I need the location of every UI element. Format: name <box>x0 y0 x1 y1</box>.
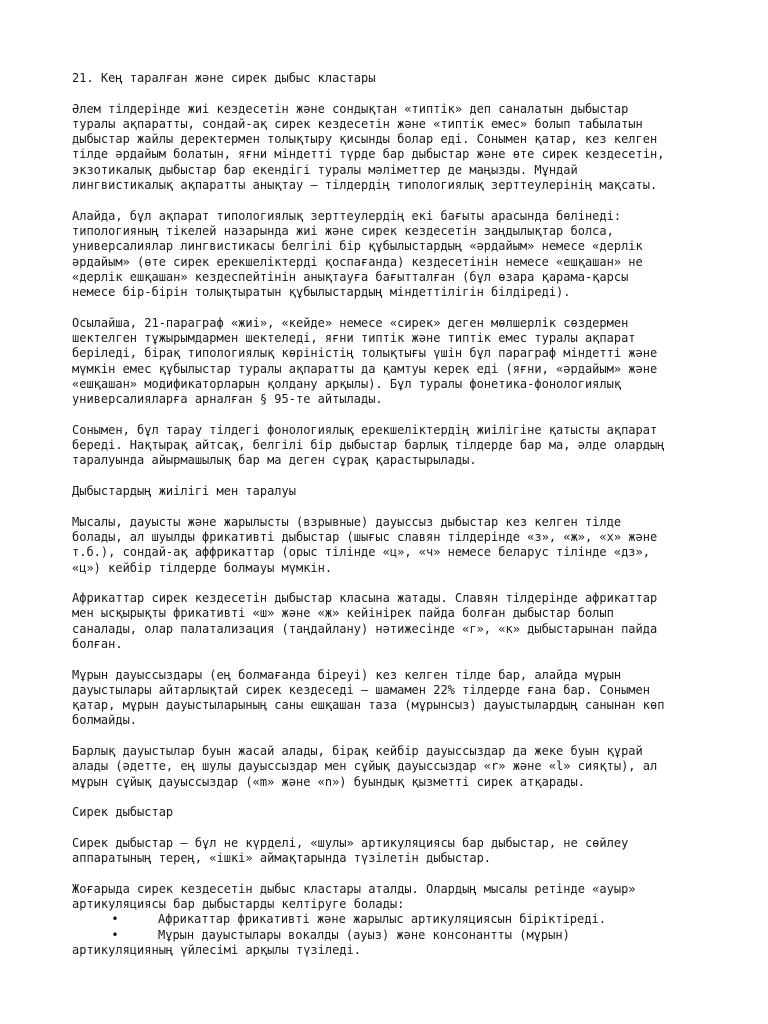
list-item-text: Африкаттар фрикативті және жарылыс артикуляциясын біріктіреді. <box>158 912 606 927</box>
bullet-list <box>72 912 702 958</box>
paragraph: Мысалы, дауысты және жарылысты (взрывные) дауыссыз дыбыстар кез келген тілде болады, ал шуылды фрикативті дыбыстар (шығыс славян тілдерінде «з», «ж», «х» және т.б.), сондай-ақ аффрикаттар (орыс тілінде «ц», «ч» немесе беларус тілінде «дз», «ц») кейбір тілдерде болмауы мүмкін. <box>72 514 658 575</box>
paragraph: Мұрын дауыссыздары (ең болмағанда біреуі) кез келген тілде бар, алайда мұрын дауыстылары айтарлықтай сирек кездеседі – шамамен 22% тілдерде ғана бар. Сонымен қатар, мұрын дауыстыларының саны ешқашан таза (мұрынсыз) дауыстылардың санынан көп болмайды. <box>72 667 665 728</box>
list-intro: Жоғарыда сирек кездесетін дыбыс кластары аталды. Олардың мысалы ретінде «ауыр» артикуляциясы бар дыбыстарды келтіруге болады: <box>72 881 636 912</box>
subheading-rare-sounds: Сирек дыбыстар <box>72 805 174 820</box>
list-item <box>72 928 702 959</box>
paragraph: Алайда, бұл ақпарат типологиялық зерттеулердің екі бағыты арасында бөлінеді: типологияның тікелей назарында жиі және сирек кездесетін заңдылықтар болса, универсалиялар лингвистикасы белгілі бір құбылыстардың «әрдайым» немесе «дерлік әрдайым» (өте сирек ерекшеліктерді қоспағанда) кездесетінін немесе «ешқашан» не «дерлік ешқашан» кездеспейтінін анықтауға бағытталған (бұл өзара қарама-қарсы немесе бір-бірін толықтыратын құбылыстардың міндеттілігін білдіреді). <box>72 208 643 300</box>
paragraph: Әлем тілдерінде жиі кездесетін және сондықтан «типтік» деп саналатын дыбыстар туралы ақпаратты, сондай-ақ сирек кездесетін және «типтік емес» болып табылатын дыбыстар жайлы деректермен толықтыру қисынды болар еді. Сонымен қатар, кез келген тілде әрдайым болатын, яғни міндетті түрде бар дыбыстар және өте сирек кездесетін, экзотикалық дыбыстар бар екендігі туралы мәліметтер де маңызды. Мұндай лингвистикалық ақпаратты анықтау – тілдердің типологиялық зерттеулерінің мақсаты. <box>72 101 665 193</box>
paragraph: Сонымен, бұл тарау тілдегі фонологиялық ерекшеліктердің жиілігіне қатысты ақпарат береді. Нақтырақ айтсақ, белгілі бір дыбыстар барлық тілдерде бар ма, әлде олардың таралуында айырмашылық бар ма деген сұрақ қарастырылады. <box>72 422 665 468</box>
section-heading: 21. Кең таралған және сирек дыбыс кластары <box>72 71 376 85</box>
list-item-text: Мұрын дауыстылары вокалды (ауыз) және консонантты (мұрын) артикуляцияның үйлесімі арқылы түзіледі. <box>72 927 570 957</box>
document-page <box>72 71 702 958</box>
subheading-frequency: Дыбыстардың жиілігі мен таралуы <box>72 484 296 499</box>
paragraph: Сирек дыбыстар – бұл не күрделі, «шулы» артикуляциясы бар дыбыстар, не сөйлеу аппаратының терең, «ішкі» аймақтарында түзілетін дыбыстар. <box>72 835 629 866</box>
paragraph: Барлық дауыстылар буын жасай алады, бірақ кейбір дауыссыздар да жеке буын құрай алады (әдетте, ең шулы дауыссыздар мен сұйық дауыссыздар «r» және «l» сияқты), ал мұрын сұйық дауыссыздар («m» және «n») буындық қызметті сирек атқарады. <box>72 744 658 789</box>
bullet-marker: • <box>111 912 119 927</box>
list-item <box>72 912 702 927</box>
paragraph: Осылайша, 21-параграф «жиі», «кейде» немесе «сирек» деген мөлшерлік сөздермен шектелген тұжырымдармен шектеледі, яғни типтік және типтік емес туралы ақпарат беріледі, бірақ типологиялық көріністің толықтығы үшін бұл параграф міндетті және мүмкін емес құбылыстар туралы ақпаратты да қамтуы керек еді (яғни, «әрдайым» және «ешқашан» модификаторларын қолдану арқылы). Бұл туралы фонетика-фонологиялық универсалияларға арналған § 95-те айтылады. <box>72 315 658 407</box>
bullet-marker: • <box>111 927 119 942</box>
paragraph: Африкаттар сирек кездесетін дыбыстар класына жатады. Славян тілдерінде африкаттар мен ысқырықты фрикативті «ш» және «ж» кейінірек пайда болған дыбыстар болып саналады, олар палатализация (таңдайлану) нәтижесінде «г», «к» дыбыстарынан пайда болған. <box>72 591 658 651</box>
